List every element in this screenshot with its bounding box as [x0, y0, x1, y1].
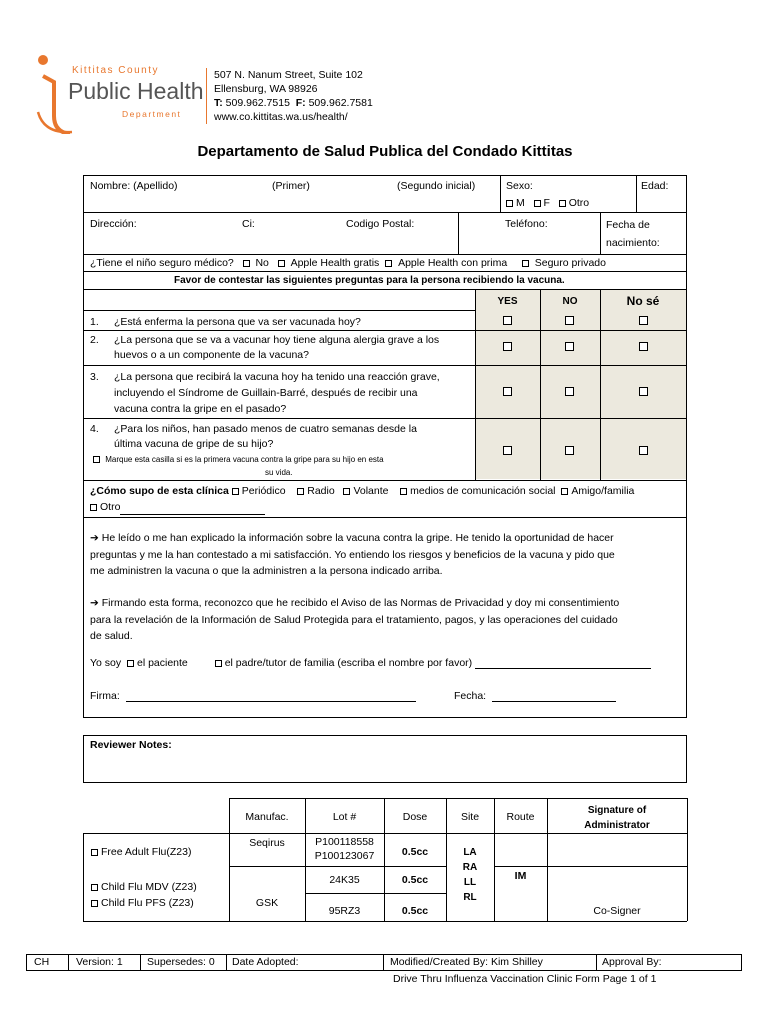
q1-no-checkbox[interactable]: [565, 316, 574, 328]
sex-m-checkbox[interactable]: [506, 200, 513, 207]
q4-no-checkbox[interactable]: [565, 446, 574, 458]
referral-other-checkbox[interactable]: [90, 504, 97, 511]
first-name-label: (Primer): [272, 180, 310, 192]
page-title: Departamento de Salud Publica del Condado Kittitas: [197, 143, 573, 160]
adult-flu-option[interactable]: Free Adult Flu(Z23): [91, 846, 191, 858]
zip-label: Codigo Postal:: [346, 218, 415, 230]
city-label: Ci:: [242, 218, 255, 230]
col-dose: Dose: [402, 811, 428, 823]
lot-value-pfs: 95RZ3: [328, 905, 361, 917]
q4-unknown-checkbox[interactable]: [639, 446, 648, 458]
last-name-label: Nombre: (Apellido): [90, 180, 178, 192]
lot-values-adult: P100118558 P100123067: [314, 836, 375, 862]
logo-department: Department: [122, 109, 182, 119]
address-line1: 507 N. Nanum Street, Suite 102: [214, 69, 363, 81]
instructions: Favor de contestar las siguientes preguntas para la persona recibiendo la vacuna.: [174, 275, 565, 286]
referral-other-field[interactable]: [120, 514, 265, 515]
question-4-note: Marque esta casilla si es la primera vacuna contra la gripe para su hijo en esta su vida.: [93, 453, 384, 479]
sex-options: M F Otro: [506, 197, 589, 209]
date-field[interactable]: [492, 701, 616, 702]
referral-periodico-checkbox[interactable]: [232, 488, 239, 495]
header-divider: [206, 68, 207, 124]
referral-friend-checkbox[interactable]: [561, 488, 568, 495]
arrow-right-icon: ➔: [90, 597, 99, 609]
adult-flu-checkbox[interactable]: [91, 849, 98, 856]
middle-name-label: (Segundo inicial): [397, 180, 476, 192]
logo-county: Kittitas County: [72, 65, 159, 76]
arrow-right-icon: ➔: [90, 532, 99, 544]
dose-mdv: 0.5cc: [401, 874, 429, 886]
date-row: Fecha:: [454, 690, 616, 702]
q3-no-checkbox[interactable]: [565, 387, 574, 399]
signature-row: Firma:: [90, 690, 416, 702]
signer-guardian-checkbox[interactable]: [215, 660, 222, 667]
consent-2: ➔ Firmando esta forma, reconozco que he recibido el Aviso de las Normas de Privacidad y doy mi consentimiento para la revelación de la Información de Salud Protegida para el tratamiento, pagos, y las operaciones del cuidado de salud.: [90, 597, 620, 642]
footer-date-adopted: Date Adopted:: [232, 956, 299, 968]
reviewer-notes-box[interactable]: [83, 735, 687, 783]
referral-volante-checkbox[interactable]: [343, 488, 350, 495]
phone-label: Teléfono:: [505, 218, 548, 230]
reviewer-notes-label: Reviewer Notes:: [90, 739, 172, 751]
answer-yes-header: YES: [497, 296, 518, 307]
footer-supersedes: Supersedes: 0: [147, 956, 215, 968]
referral-row: ¿Cómo supo de esta clínica Periódico Radio Volante medios de comunicación social Amigo/familia Otro: [90, 485, 635, 513]
q3-unknown-checkbox[interactable]: [639, 387, 648, 399]
sex-other-checkbox[interactable]: [559, 200, 566, 207]
insurance-private-checkbox[interactable]: [522, 260, 529, 267]
signature-field[interactable]: [126, 701, 416, 702]
child-mdv-checkbox[interactable]: [91, 884, 98, 891]
referral-social-checkbox[interactable]: [400, 488, 407, 495]
question-1: 1. ¿Está enferma la persona que va ser vacunada hoy?: [90, 316, 361, 328]
q3-yes-checkbox[interactable]: [503, 387, 512, 399]
manufac-gsk: GSK: [255, 897, 279, 909]
manufac-seqirus: Seqirus: [249, 837, 285, 849]
site-values: LA RA LL RL: [462, 847, 478, 903]
col-route: Route: [506, 811, 535, 823]
col-lot: Lot #: [332, 811, 357, 823]
address-line2: Ellensburg, WA 98926: [214, 83, 318, 95]
footer-modified: Modified/Created By: Kim Shilley: [390, 956, 543, 968]
insurance-apple-prima-checkbox[interactable]: [385, 260, 392, 267]
consent-1: ➔ He leído o me han explicado la información sobre la vacuna contra la gripe. He tenido la oportunidad de hacer preguntas y me la han contestado a mi satisfacción. Yo entiendo los riesgos y beneficios de la vacuna y pido que me administren la vacuna o que la administren a la persona indicado arriba.: [90, 532, 615, 577]
sex-f-checkbox[interactable]: [534, 200, 541, 207]
col-site: Site: [460, 811, 480, 823]
footer-form-title: Drive Thru Influenza Vaccination Clinic Form Page 1 of 1: [393, 973, 657, 985]
child-pfs-checkbox[interactable]: [91, 900, 98, 907]
dose-pfs: 0.5cc: [401, 905, 429, 917]
footer-ch: CH: [34, 956, 50, 968]
answer-unknown-header: No sé: [626, 294, 660, 308]
signer-patient-checkbox[interactable]: [127, 660, 134, 667]
logo-public-health: Public Health: [68, 78, 204, 104]
first-vaccine-checkbox[interactable]: [93, 456, 100, 463]
age-label: Edad:: [641, 180, 669, 192]
logo: [34, 52, 204, 134]
col-manufac: Manufac.: [245, 811, 289, 823]
web-address: www.co.kittitas.wa.us/health/: [214, 111, 348, 123]
child-mdv-option[interactable]: Child Flu MDV (Z23): [91, 881, 197, 893]
lot-value-mdv: 24K35: [329, 874, 360, 886]
question-2: 2. ¿La persona que se va a vacunar hoy tiene alguna alergia grave a los huevos o a un componente de la vacuna?: [90, 334, 440, 361]
q2-no-checkbox[interactable]: [565, 342, 574, 354]
guardian-name-field[interactable]: [475, 668, 651, 669]
address-label: Dirección:: [90, 218, 137, 230]
child-pfs-option[interactable]: Child Flu PFS (Z23): [91, 897, 194, 909]
q4-yes-checkbox[interactable]: [503, 446, 512, 458]
col-signature: Signature of Administrator: [584, 805, 650, 831]
insurance-apple-checkbox[interactable]: [278, 260, 285, 267]
answer-no-header: NO: [562, 296, 578, 307]
insurance-row: ¿Tiene el niño seguro médico? No Apple Health gratis Apple Health con prima Seguro privado: [90, 257, 606, 269]
q1-unknown-checkbox[interactable]: [639, 316, 648, 328]
question-3: 3. ¿La persona que recibirá la vacuna hoy ha tenido una reacción grave, incluyendo el Síndrome de Guillain-Barré, después de recibir una vacuna contra la gripe en el pasado?: [90, 371, 440, 415]
insurance-no-checkbox[interactable]: [243, 260, 250, 267]
dob-label: Fecha de nacimiento:: [606, 219, 660, 249]
referral-radio-checkbox[interactable]: [297, 488, 304, 495]
dose-adult: 0.5cc: [401, 846, 429, 858]
signer-row: Yo soy el paciente el padre/tutor de familia (escriba el nombre por favor): [90, 657, 651, 669]
referral-label: ¿Cómo supo de esta clínica: [90, 485, 229, 497]
q1-yes-checkbox[interactable]: [503, 316, 512, 328]
sex-label: Sexo:: [506, 180, 533, 192]
question-4: 4. ¿Para los niños, han pasado menos de cuatro semanas desde la última vacuna de gripe de su hijo?: [90, 423, 417, 450]
q2-yes-checkbox[interactable]: [503, 342, 512, 354]
route-value: IM: [514, 870, 527, 882]
address-block: [214, 68, 373, 124]
footer-approval: Approval By:: [602, 956, 662, 968]
q2-unknown-checkbox[interactable]: [639, 342, 648, 354]
insurance-question: ¿Tiene el niño seguro médico?: [90, 257, 234, 269]
cosigner-label: Co-Signer: [593, 905, 641, 917]
footer-version: Version: 1: [76, 956, 123, 968]
phone-fax-line: T: 509.962.7515 F: 509.962.7581: [214, 97, 373, 109]
